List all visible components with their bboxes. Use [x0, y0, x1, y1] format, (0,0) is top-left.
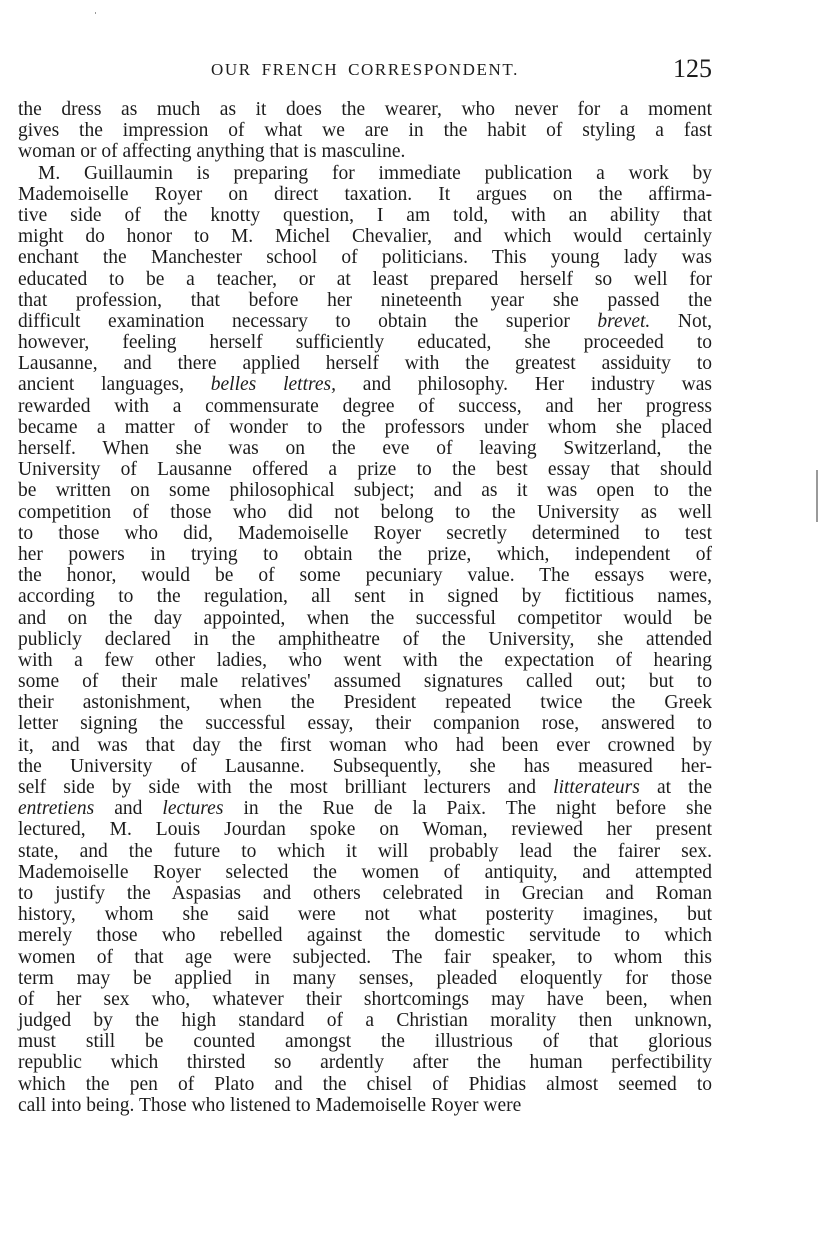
text-line: tive side of the knotty question, I am told, with an ability that: [18, 204, 712, 226]
text-line: self side by side with the most brilliant lecturers and litterateurs at the: [18, 777, 712, 798]
italic-phrase: entretiens: [18, 798, 95, 820]
text-line: ancient languages, belles lettres, and philosophy. Her industry was: [18, 374, 712, 396]
article-body: [18, 99, 712, 1116]
text-line: history, whom she said were not what posterity imagines, but: [18, 904, 712, 926]
text-line: M. Guillaumin is preparing for immediate publication a work by: [38, 162, 712, 184]
text-line: woman or of affecting anything that is masculine.: [18, 141, 406, 163]
text-line: enchant the Manchester school of politicians. This young lady was: [18, 247, 712, 269]
text-line: became a matter of wonder to the professors under whom she placed: [18, 416, 712, 438]
text-line: publicly declared in the amphitheatre of the University, she attended: [18, 628, 712, 650]
text-line: must still be counted amongst the illustrious of that glorious: [18, 1031, 712, 1053]
text-line: herself. When she was on the eve of leaving Switzerland, the: [18, 438, 712, 459]
italic-phrase: belles lettres,: [210, 374, 336, 396]
text-line: University of Lausanne offered a prize to the best essay that should: [18, 459, 712, 481]
italic-phrase: litterateurs: [553, 777, 640, 798]
text-line: judged by the high standard of a Christian morality then unknown,: [18, 1010, 712, 1032]
text-line: letter signing the successful essay, their companion rose, answered to: [18, 713, 712, 735]
text-line: however, feeling herself sufficiently educated, she proceeded to: [18, 332, 712, 354]
text-line: of her sex who, whatever their shortcomings may have been, when: [18, 988, 712, 1010]
text-line: gives the impression of what we are in the habit of styling a fast: [18, 120, 712, 142]
running-title: OUR FRENCH CORRESPONDENT.: [211, 60, 519, 79]
text-line: competition of those who did not belong to the University as well: [18, 501, 712, 523]
text-line: which the pen of Plato and the chisel of Phidias almost seemed to: [18, 1073, 712, 1095]
text-line: their astonishment, when the President repeated twice the Greek: [18, 692, 712, 714]
margin-speck: [816, 470, 818, 522]
italic-phrase: brevet.: [597, 310, 651, 332]
text-line: that profession, that before her nineteenth year she passed the: [18, 289, 712, 311]
paragraph: [18, 163, 712, 1116]
text-line: the honor, would be of some pecuniary value. The essays were,: [18, 565, 712, 587]
text-line: to those who did, Mademoiselle Royer secretly determined to test: [18, 522, 712, 544]
text-line: call into being. Those who listened to Mademoiselle Royer were: [18, 1094, 522, 1116]
margin-speck: [95, 12, 96, 14]
text-line: be written on some philosophical subject; and as it was open to the: [18, 480, 712, 502]
text-line: difficult examination necessary to obtain the superior brevet. Not,: [18, 310, 712, 332]
text-line: entretiens and lectures in the Rue de la Paix. The night before she: [18, 798, 713, 820]
text-line: lectured, M. Louis Jourdan spoke on Woman, reviewed her present: [18, 819, 712, 841]
text-line: to justify the Aspasias and others celebrated in Grecian and Roman: [18, 882, 712, 904]
text-line: and on the day appointed, when the successful competitor would be: [18, 607, 712, 629]
text-line: Lausanne, and there applied herself with the greatest assiduity to: [18, 353, 712, 375]
text-line: Mademoiselle Royer selected the women of antiquity, and attempted: [18, 861, 712, 883]
paragraph: [18, 99, 712, 163]
text-line: Mademoiselle Royer on direct taxation. It argues on the affirma-: [18, 183, 712, 205]
text-line: educated to be a teacher, or at least prepared herself so well for: [18, 268, 712, 290]
text-line: might do honor to M. Michel Chevalier, and which would certainly: [18, 226, 712, 248]
italic-phrase: lectures: [162, 798, 224, 820]
text-line: rewarded with a commensurate degree of success, and her progress: [18, 395, 712, 417]
text-line: term may be applied in many senses, pleaded eloquently for those: [18, 967, 712, 989]
text-line: women of that age were subjected. The fair speaker, to whom this: [18, 946, 712, 968]
text-line: it, and was that day the first woman who had been ever crowned by: [18, 734, 712, 756]
running-head: [18, 54, 712, 84]
page-number: 125: [673, 54, 712, 83]
text-line: according to the regulation, all sent in signed by fictitious names,: [18, 586, 712, 608]
text-line: republic which thirsted so ardently after the human perfectibility: [18, 1052, 712, 1074]
text-line: her powers in trying to obtain the prize, which, independent of: [18, 543, 712, 565]
text-line: the dress as much as it does the wearer, who never for a moment: [18, 99, 712, 120]
text-line: merely those who rebelled against the domestic servitude to which: [18, 925, 712, 947]
text-line: some of their male relatives' assumed signatures called out; but to: [18, 671, 712, 693]
text-line: the University of Lausanne. Subsequently, she has measured her-: [18, 755, 712, 777]
text-line: with a few other ladies, who went with the expectation of hearing: [18, 649, 712, 671]
text-line: state, and the future to which it will probably lead the fairer sex.: [18, 840, 712, 862]
